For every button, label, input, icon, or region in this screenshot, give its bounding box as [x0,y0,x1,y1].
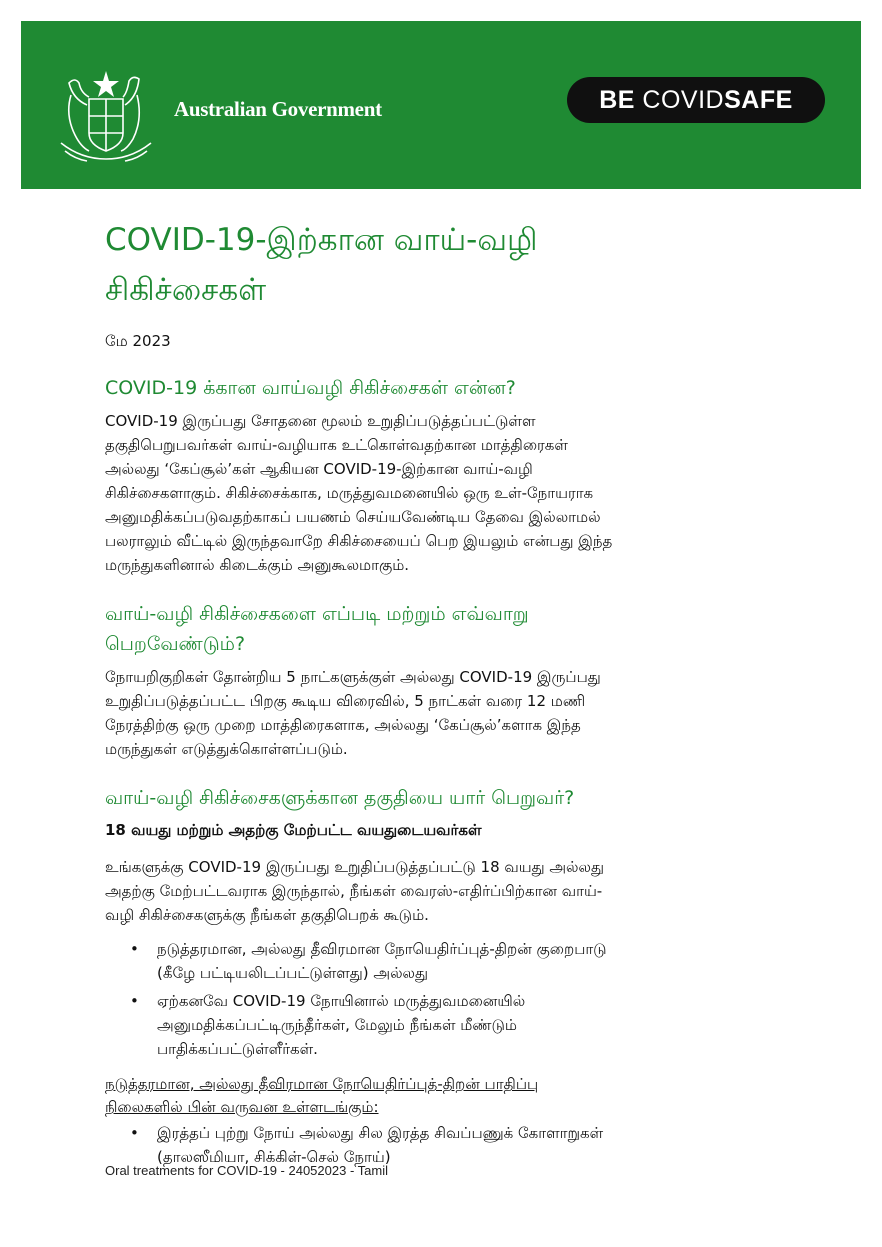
text-line: மருந்துகள் எடுத்துக்கொள்ளப்படும். [105,740,348,758]
conditions-list [105,1121,785,1169]
bullet-icon: • [130,1124,139,1142]
text-line: அனுமதிக்கப்படுவதற்காகப் பயணம் செய்யவேண்டிய தேவை இல்லாமல் [105,508,601,526]
title-line-1: COVID-19-இற்கான வாய்-வழி [105,222,538,258]
be-covidsafe-badge [567,77,825,123]
text-line: அனுமதிக்கப்பட்டிருந்தீர்கள், மேலும் நீங்கள் மீண்டும் [157,1016,517,1034]
section3-heading: வாய்-வழி சிகிச்சைகளுக்கான தகுதியை யார் பெறுவர்? [105,787,575,809]
text-line: வழி சிகிச்சைகளுக்கு நீங்கள் தகுதிபெறக் கூடும். [105,906,429,924]
badge-mid: COVID [642,85,725,114]
text-line: நிலைகளில் பின் வருவன உள்ளடங்கும்: [105,1098,379,1116]
list-item [105,989,785,1061]
text-line: (கீழே பட்டியலிடப்பட்டுள்ளது) அல்லது [157,964,428,982]
bullet-icon: • [130,940,139,958]
conditions-intro [105,1073,785,1119]
text-line: ஏற்கனவே COVID-19 நோயினால் மருத்துவமனையில் [157,992,526,1010]
text-line: நேரத்திற்கு ஒரு முறை மாத்திரைகளாக, அல்லது ‘கேப்சூல்’களாக இந்த [105,716,581,734]
text-line: நடுத்தரமான, அல்லது தீவிரமான நோயெதிர்ப்புத்-திறன் குறைபாடு [157,940,607,958]
section1-paragraph [105,409,785,577]
eligibility-list [105,937,785,1061]
page-footer: Oral treatments for COVID-19 - 24052023 - Tamil [105,1163,388,1178]
text-line: (தாலஸீமியா, சிக்கிள்-செல் நோய்) [157,1148,391,1166]
section3-paragraph [105,855,785,927]
badge-suffix: SAFE [724,85,793,114]
text-line: உங்களுக்கு COVID-19 இருப்பது உறுதிப்படுத்தப்பட்டு 18 வயது அல்லது [105,858,604,876]
text-line: அதற்கு மேற்பட்டவராக இருந்தால், நீங்கள் வைரஸ்-எதிர்ப்பிற்கான வாய்- [105,882,603,900]
text-line: அல்லது ‘கேப்சூல்’கள் ஆகியன COVID-19-இற்கான வாய்-வழி [105,460,533,478]
section2-heading [105,599,785,659]
section2-paragraph [105,665,785,761]
text-line: இரத்தப் புற்று நோய் அல்லது சில இரத்த சிவப்பணுக் கோளாறுகள் [157,1124,604,1142]
text-line: மருந்துகளினால் கிடைக்கும் அனுகூலமாகும். [105,556,410,574]
coat-of-arms-icon [51,65,161,169]
list-item [105,1121,785,1169]
publication-date: மே 2023 [105,332,171,350]
heading-line: பெறவேண்டும்? [105,633,246,655]
section3-subheading: 18 வயது மற்றும் அதற்கு மேற்பட்ட வயதுடையவர்கள் [105,821,482,839]
header-banner [21,21,861,189]
text-line: பாதிக்கப்பட்டுள்ளீர்கள். [157,1040,318,1058]
text-line: பலராலும் வீட்டில் இருந்தவாறே சிகிச்சையைப் பெற இயலும் என்பது இந்த [105,532,613,550]
bullet-icon: • [130,992,139,1010]
badge-prefix: BE [599,85,635,114]
document-body [105,215,785,1181]
heading-line: வாய்-வழி சிகிச்சைகளை எப்படி மற்றும் எவ்வாறு [105,603,529,625]
government-name: Australian Government [174,97,382,121]
text-line: சிகிச்சைகளாகும். சிகிச்சைக்காக, மருத்துவமனையில் ஒரு உள்-நோயராக [105,484,594,502]
text-line: COVID-19 இருப்பது சோதனை மூலம் உறுதிப்படுத்தப்பட்டுள்ள [105,412,536,430]
text-line: தகுதிபெறுபவர்கள் வாய்-வழியாக உட்கொள்வதற்கான மாத்திரைகள் [105,436,568,454]
section1-heading: COVID-19 க்கான வாய்வழி சிகிச்சைகள் என்ன? [105,377,516,399]
list-item [105,937,785,985]
page-title [105,215,785,315]
text-line: நோயறிகுறிகள் தோன்றிய 5 நாட்களுக்குள் அல்லது COVID-19 இருப்பது [105,668,601,686]
text-line: உறுதிப்படுத்தப்பட்ட பிறகு கூடிய விரைவில், 5 நாட்கள் வரை 12 மணி [105,692,586,710]
title-line-2: சிகிச்சைகள் [105,272,267,308]
text-line: நடுத்தரமான, அல்லது தீவிரமான நோயெதிர்ப்புத்-திறன் பாதிப்பு [105,1075,539,1093]
